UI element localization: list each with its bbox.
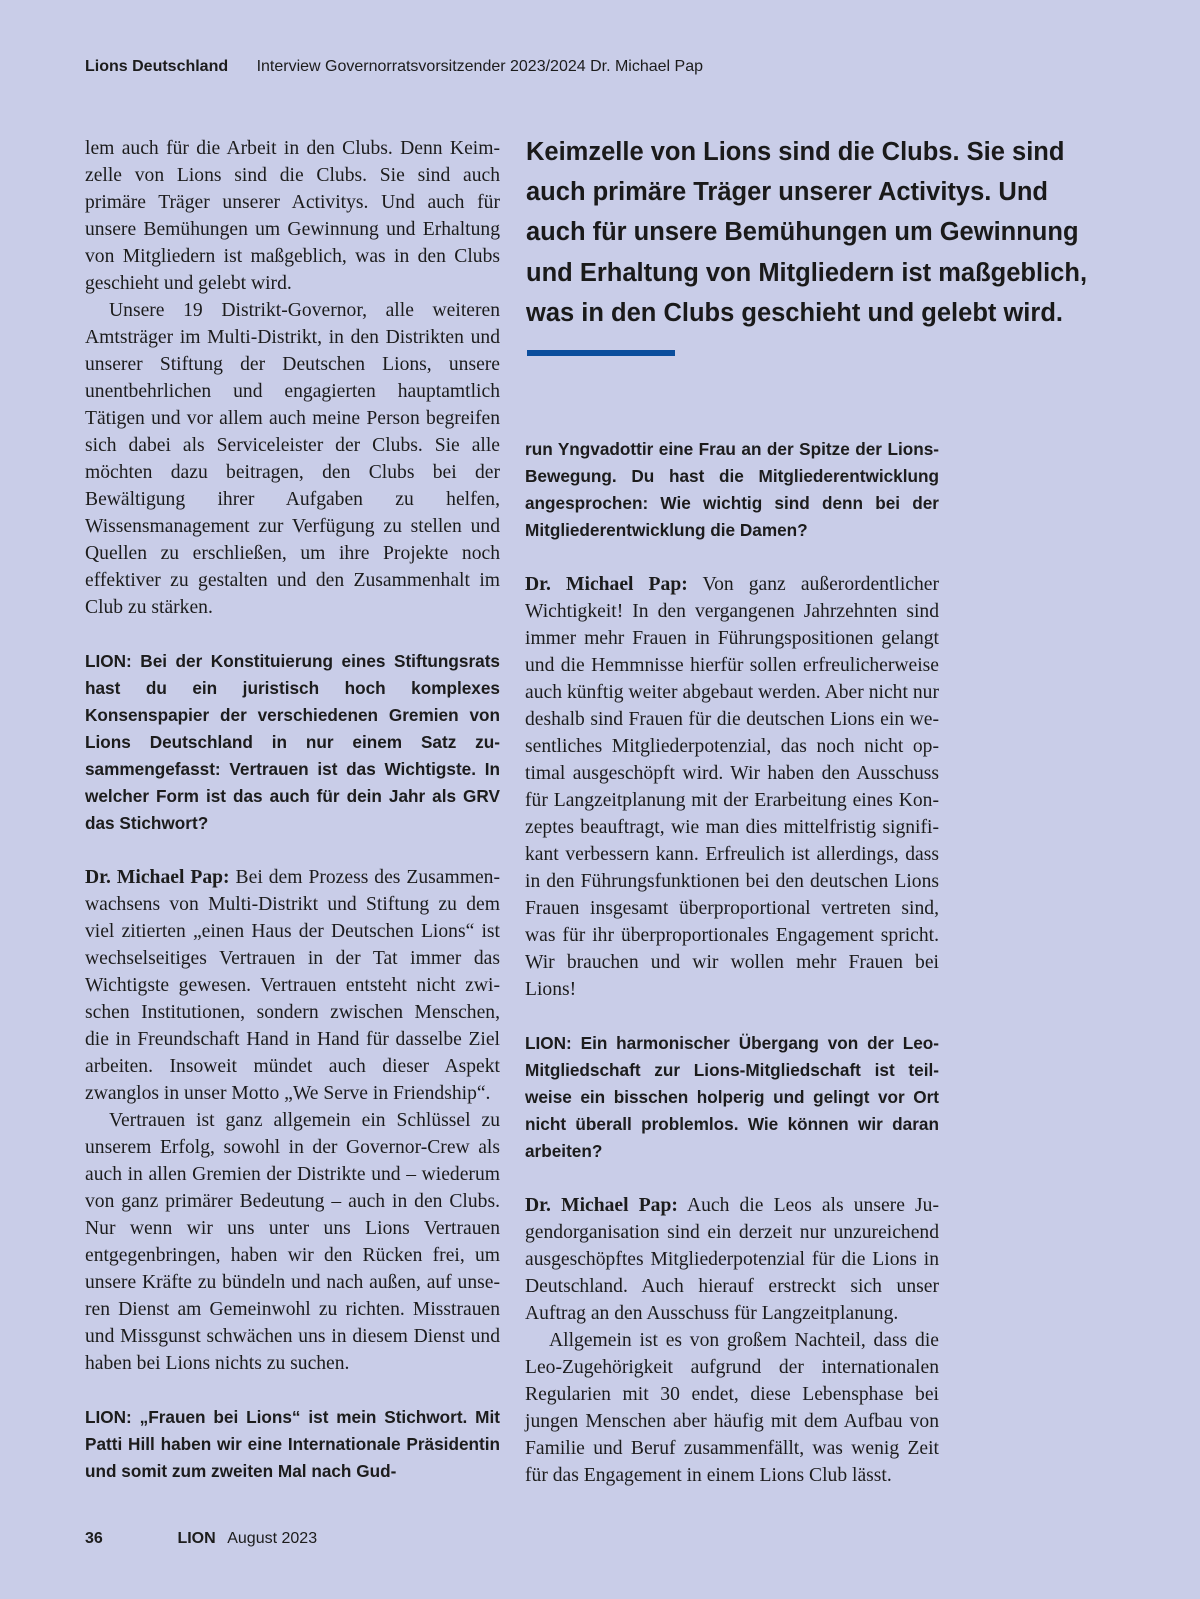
interview-answer (85, 864, 500, 1107)
paragraph: Unsere 19 Distrikt-Governor, alle weiteren Amtsträger im Multi-Distrikt, in den Distrikten und unserer Stiftung der Deutschen Lions, unsere unentbehrlichen und engagierten hauptamtlich Tätigen und vor allem auch meine Person begreifen sich dabei als Serviceleister der Clubs. Sie alle möchten dazu beitragen, den Clubs bei der Bewältigung ihrer Aufgaben zu helfen, Wissensmanagement zur Verfügung zu stellen und Quellen zu erschließen, um ihre Projekte noch effektiver zu gestalten und den Zusammenhalt im Club zu stärken. (85, 300, 500, 618)
right-column (525, 436, 939, 1489)
magazine-name: LION (177, 1530, 216, 1547)
pull-quote-line: und Erhaltung von Mitgliedern ist maßgeblich, (526, 258, 1088, 287)
header-title: Interview Governorratsvorsitzender 2023/2024 Dr. Michael Pap (256, 58, 704, 75)
interview-answer (525, 571, 939, 1003)
interview-answer (525, 1192, 939, 1327)
interview-question: LION: Ein harmonischer Übergang von der Leo-Mitgliedschaft zur Lions-Mitgliedschaft ist teilweise ein bisschen holperig und gelingt vor Ort nicht überall problemlos. Wie können wir daran arbeiten? (525, 1033, 939, 1161)
page-number: 36 (85, 1530, 103, 1547)
interview-question: run Yngvadottir eine Frau an der Spitze der Lions-Bewegung. Du hast die Mitgliederentwicklung angesprochen: Wie wichtig sind denn bei der Mitgliederentwicklung die Damen? (525, 439, 939, 540)
pull-quote-line: auch primäre Träger unserer Activitys. Und (526, 178, 1048, 207)
header-brand: Lions Deutschland (85, 58, 229, 75)
pull-quote-rule (527, 350, 675, 356)
left-column (85, 135, 500, 1512)
interview-question: LION: „Frauen bei Lions“ ist mein Stichwort. Mit Patti Hill haben wir eine Internationale Präsidentin und somit zum zweiten Mal nach Gud- (85, 1407, 500, 1481)
interview-question: LION: Bei der Konstituierung eines Stiftungsrats hast du ein juristisch hoch komplexes Konsenspapier der verschiedenen Gremien von Lions Deutschland in nur einem Satz zusammengefasst: Vertrauen ist das Wichtigste. In welcher Form ist das auch für dein Jahr als GRV das Stichwort? (85, 651, 500, 833)
pull-quote-line: Keimzelle von Lions sind die Clubs. Sie sind (526, 138, 1065, 166)
speaker-label: Dr. Michael Pap: (525, 1195, 678, 1216)
speaker-label: Dr. Michael Pap: (525, 574, 688, 595)
paragraph: Vertrauen ist ganz allgemein ein Schlüssel zu unserem Erfolg, sowohl in der Governor-Crew als auch in allen Gremien der Distrikte und – wiederum von ganz primärer Bedeutung – auch in den Clubs. Nur wenn wir uns unter uns Lions Vertrauen entgegenbringen, haben wir den Rücken frei, um unsere Kräfte zu bündeln und nach außen, auf unseren Dienst am Gemeinwohl zu richten. Misstrauen und Missgunst schwächen uns in diesem Dienst und haben bei Lions nichts zu suchen. (85, 1110, 500, 1374)
paragraph: lem auch für die Arbeit in den Clubs. Denn Keimzelle von Lions sind die Clubs. Sie sind auch primäre Träger unserer Activitys. Und auch für unsere Bemühungen um Gewinnung und Erhaltung von Mitgliedern ist maßgeblich, was in den Clubs geschieht und gelebt wird. (85, 138, 500, 294)
page-footer (85, 1530, 317, 1548)
answer-text: Auch die Leos als unsere Jugendorganisation sind ein derzeit nur unzureichend ausgeschöpftes Mitgliederpotenzial für die Lions in Deutschland. Auch hierauf erstreckt sich unser Auftrag an den Ausschuss für Langzeitplanung. (525, 1195, 939, 1324)
pull-quote-line: was in den Clubs geschieht und gelebt wird. (526, 298, 1063, 327)
issue-date: August 2023 (227, 1530, 318, 1547)
answer-text: Bei dem Prozess des Zusammenwachsens von Multi-Distrikt und Stiftung zu dem viel zitierten „einen Haus der Deutschen Lions“ ist wechselseitiges Vertrauen in der Tat immer das Wichtigste gewesen. Vertrauen entsteht nicht zwischen Institutionen, sondern zwischen Menschen, die in Freundschaft Hand in Hand für dasselbe Ziel arbeiten. Insoweit mündet auch dieser Aspekt zwanglos in unser Motto „We Serve in Friendship“. (85, 867, 501, 1104)
answer-text: Von ganz außerordentlicher Wichtigkeit! In den vergangenen Jahrzehnten sind immer mehr Frauen in Führungspositionen gelangt und die Hemmnisse hierfür sollen erfreulicherweise auch künftig weiter abgebaut werden. Aber nicht nur deshalb sind Frauen für die deutschen Lions ein wesentliches Mitgliederpotenzial, das noch nicht optimal ausgeschöpft wird. Wir haben den Ausschuss für Langzeitplanung mit der Erarbeitung eines Konzeptes beauftragt, wie man dies mittelfristig signifikant verbessern kann. Erfreulich ist allerdings, dass in den Führungsfunktionen bei den deutschen Lions Frauen insgesamt überproportional vertreten sind, was für ihr überproportionales Engagement spricht. Wir brauchen und wir wollen mehr Frauen bei Lions! (525, 574, 939, 1000)
pull-quote-line: auch für unsere Bemühungen um Gewinnung (526, 218, 1079, 247)
running-header (85, 58, 703, 76)
paragraph: Allgemein ist es von großem Nachteil, dass die Leo-Zugehörigkeit aufgrund der internationalen Regularien mit 30 endet, diese Lebensphase bei jungen Menschen aber häufig mit dem Aufbau von Familie und Beruf zusammenfällt, was wenig Zeit für das Engagement in einem Lions Club lässt. (525, 1330, 939, 1486)
pull-quote (526, 132, 1126, 333)
speaker-label: Dr. Michael Pap: (85, 867, 230, 888)
